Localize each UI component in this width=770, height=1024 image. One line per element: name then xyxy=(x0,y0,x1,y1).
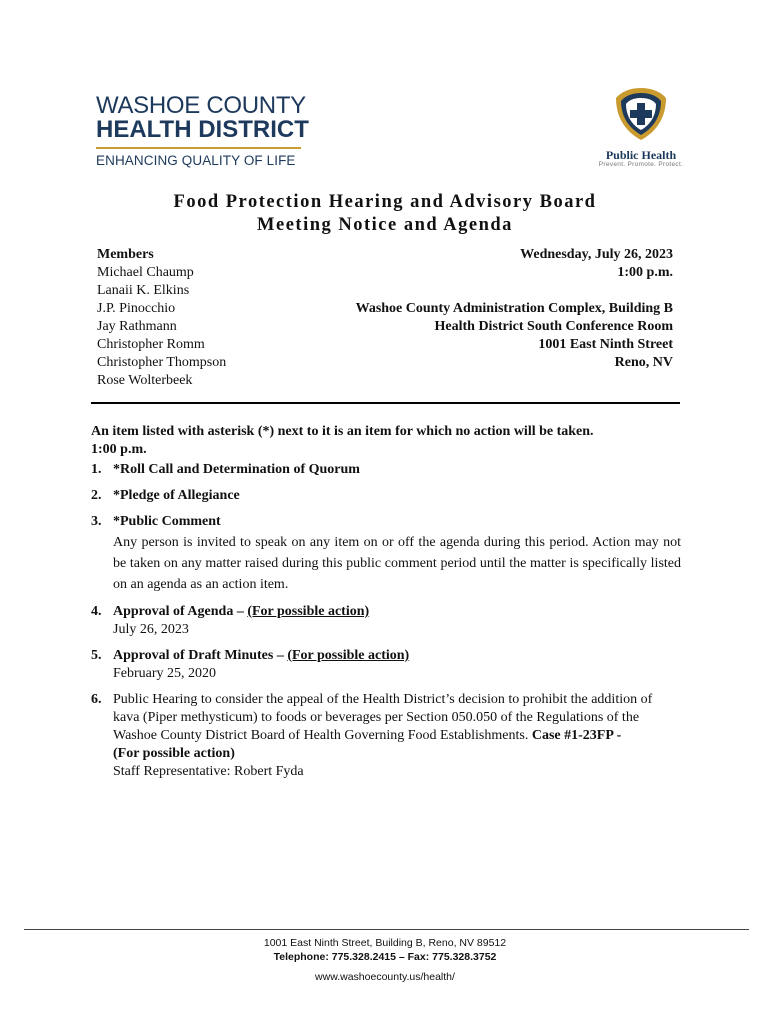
footer xyxy=(0,936,770,984)
public-health-name: Public Health xyxy=(605,148,677,162)
footer-website-link[interactable]: www.washoecounty.us/health/ xyxy=(315,971,455,983)
meeting-date: Wednesday, July 26, 2023 xyxy=(520,247,673,262)
logo-org-line2: HEALTH DISTRICT xyxy=(96,116,309,143)
agenda-item-number: 4. xyxy=(91,604,102,619)
agenda-item-subtext: July 26, 2023 xyxy=(113,622,189,637)
agenda-item-title: Approval of Draft Minutes – xyxy=(113,648,288,663)
agenda xyxy=(91,423,681,789)
members-heading: Members xyxy=(97,247,154,262)
public-health-tagline: Prevent. Promote. Protect. xyxy=(598,161,684,168)
agenda-item-title: *Public Comment xyxy=(113,514,221,529)
possible-action-tag: (For possible action) xyxy=(113,746,235,761)
title-line1: Food Protection Hearing and Advisory Board xyxy=(173,192,597,212)
section-divider xyxy=(91,402,680,404)
meeting-location-line: 1001 East Ninth Street xyxy=(538,337,673,352)
footer-divider xyxy=(24,929,749,930)
member-name: Michael Chaump xyxy=(97,265,194,280)
footer-address: 1001 East Ninth Street, Building B, Reno, NV 89512 xyxy=(263,937,507,949)
member-name: Jay Rathmann xyxy=(97,319,177,334)
agenda-start-time: 1:00 p.m. xyxy=(91,442,147,457)
public-health-shield-icon xyxy=(612,86,670,142)
agenda-item xyxy=(91,647,681,683)
page-title xyxy=(0,191,770,237)
washoe-county-logo xyxy=(96,94,316,168)
footer-phone: Telephone: 775.328.2415 – Fax: 775.328.3752 xyxy=(273,951,497,963)
member-name: Christopher Romm xyxy=(97,337,205,352)
agenda-item-number: 3. xyxy=(91,514,102,529)
agenda-item xyxy=(91,487,681,505)
meeting-location-line: Reno, NV xyxy=(614,355,673,370)
meeting-location-line: Health District South Conference Room xyxy=(434,319,673,334)
agenda-item xyxy=(91,603,681,639)
title-line2: Meeting Notice and Agenda xyxy=(257,215,513,235)
meeting-time: 1:00 p.m. xyxy=(617,265,673,280)
agenda-item-description: Public Hearing to consider the appeal of the Health District’s decision to prohibit the addition of kava (Piper methysticum) to foods or beverages per Section 050.050 of the Regulations of the Washoe County District Board of Health Governing Food Establishments. xyxy=(113,692,653,743)
case-number: Case #1-23FP - xyxy=(531,728,622,743)
asterisk-note: An item listed with asterisk (*) next to it is an item for which no action will be taken. xyxy=(91,424,594,439)
public-health-logo xyxy=(594,86,688,169)
agenda-item-title: Approval of Agenda – xyxy=(113,604,248,619)
member-name: Christopher Thompson xyxy=(97,355,227,370)
possible-action-tag: (For possible action) xyxy=(287,648,410,663)
agenda-item-number: 5. xyxy=(91,648,102,663)
logo-tagline: ENHANCING QUALITY OF LIFE xyxy=(96,153,296,168)
agenda-item-number: 1. xyxy=(91,462,102,477)
agenda-item xyxy=(91,461,681,479)
member-name: Rose Wolterbeek xyxy=(97,373,193,388)
member-name: Lanaii K. Elkins xyxy=(97,283,190,298)
agenda-item xyxy=(91,513,681,595)
agenda-item xyxy=(91,691,681,781)
possible-action-tag: (For possible action) xyxy=(247,604,370,619)
member-name: J.P. Pinocchio xyxy=(97,301,176,316)
agenda-item-title: *Pledge of Allegiance xyxy=(113,488,240,503)
agenda-item-description: Any person is invited to speak on any item on or off the agenda during this period. Action may not be taken on any matter raised during this public comment period until the matter is specifically listed on an agenda as an action item. xyxy=(113,535,681,592)
meeting-location-line: Washoe County Administration Complex, Building B xyxy=(355,301,673,316)
agenda-item-number: 2. xyxy=(91,488,102,503)
agenda-item-subtext: Staff Representative: Robert Fyda xyxy=(113,764,304,779)
agenda-item-subtext: February 25, 2020 xyxy=(113,666,217,681)
agenda-item-title: *Roll Call and Determination of Quorum xyxy=(113,462,360,477)
logo-org-line1: WASHOE COUNTY xyxy=(96,92,306,119)
agenda-item-number: 6. xyxy=(91,692,102,707)
meeting-details xyxy=(356,246,673,372)
members-list xyxy=(97,246,226,390)
logo-divider xyxy=(96,147,301,149)
